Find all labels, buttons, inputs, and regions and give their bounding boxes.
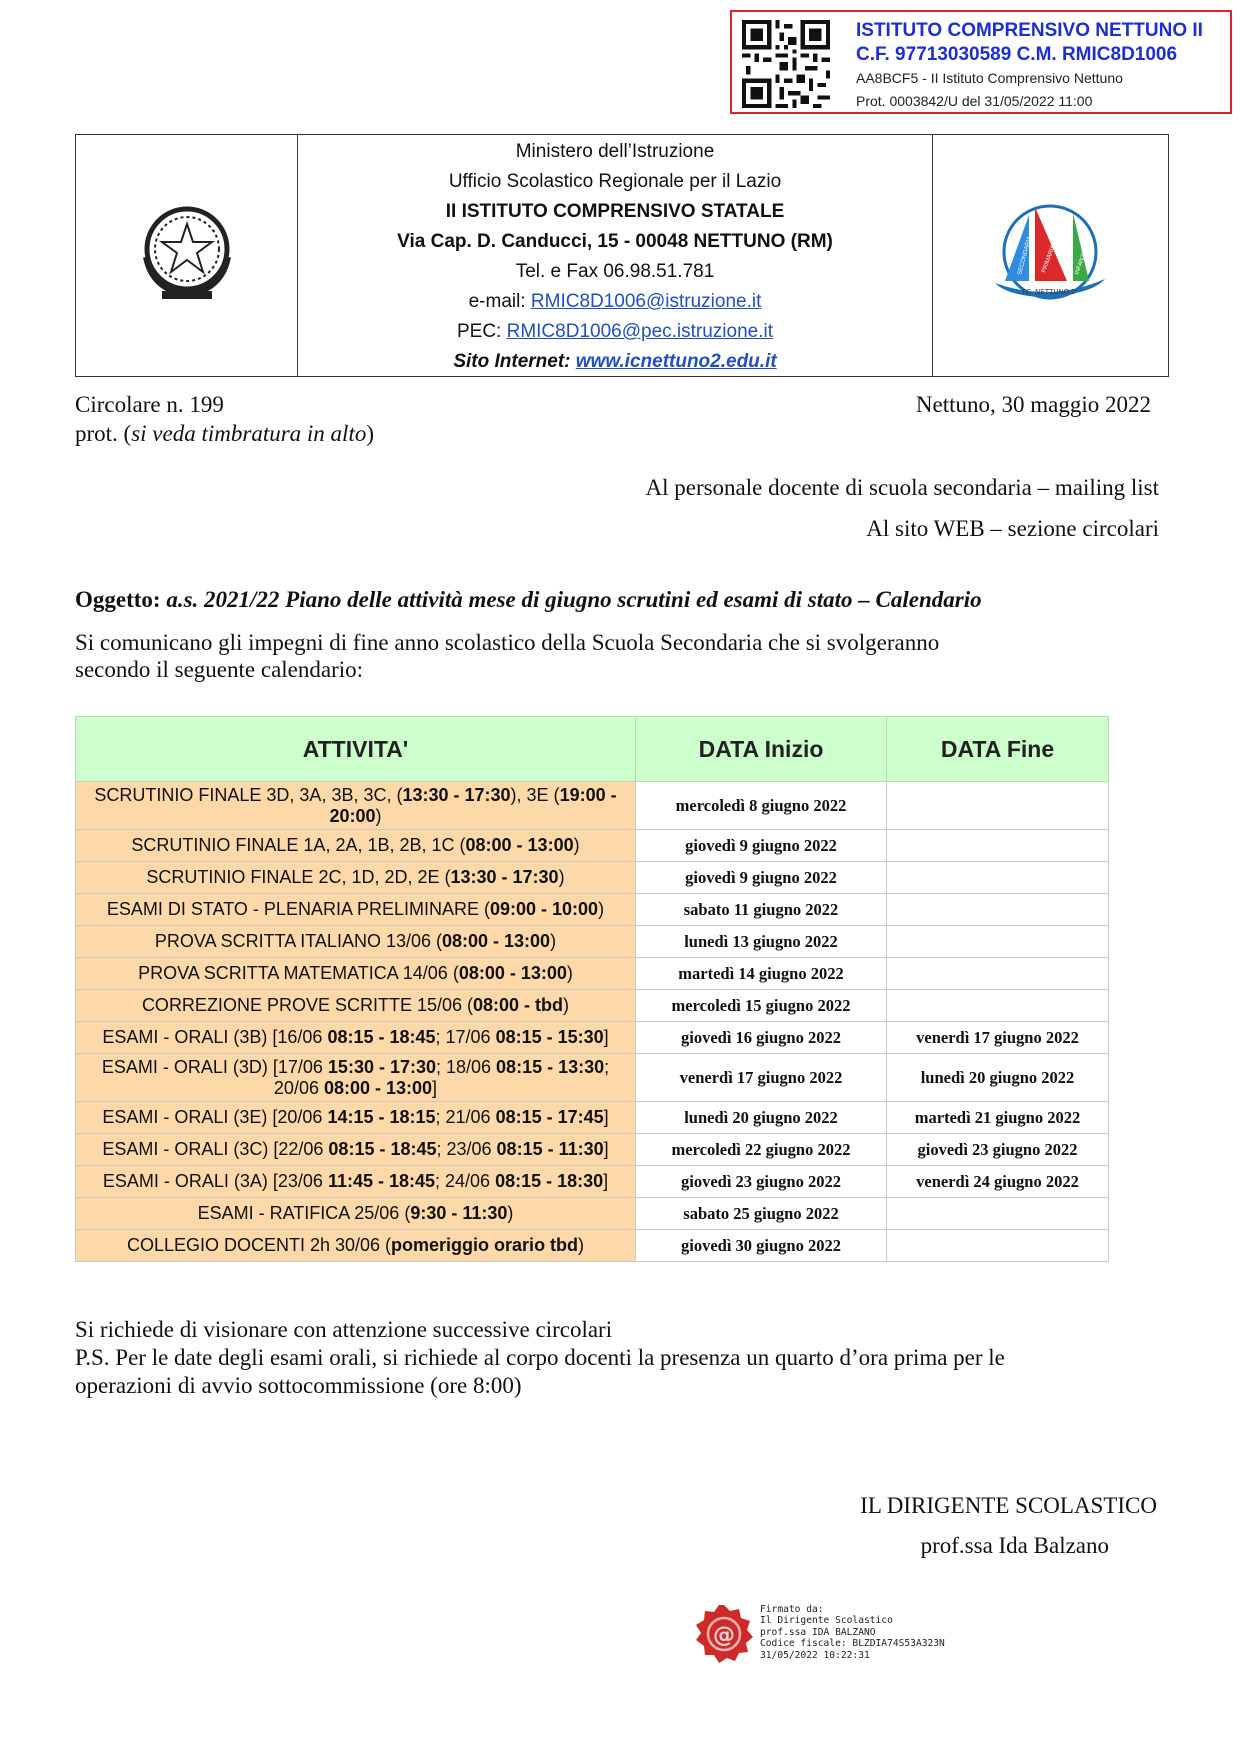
logo-word-primaria: PRIMARIA	[1041, 244, 1057, 274]
end-date-cell: giovedì 23 giugno 2022	[887, 1134, 1109, 1166]
digital-signature-info	[760, 1604, 945, 1661]
table-row	[76, 958, 1109, 990]
start-date-cell: mercoledì 15 giugno 2022	[636, 990, 887, 1022]
activity-text: )	[578, 1235, 585, 1255]
italian-republic-emblem-icon	[132, 197, 242, 307]
end-date-cell	[887, 958, 1109, 990]
activity-text: )	[566, 963, 573, 983]
stamp-institute: ISTITUTO COMPRENSIVO NETTUNO II	[856, 20, 1203, 41]
table-row	[76, 990, 1109, 1022]
activity-text: ; 20/06	[273, 1056, 610, 1098]
email-line	[297, 291, 933, 313]
activity-cell	[76, 1166, 636, 1198]
protocol-note-end: )	[366, 421, 375, 446]
protocol-note-italic: si veda timbratura in alto	[131, 421, 367, 446]
start-date-cell: venerdì 17 giugno 2022	[636, 1054, 887, 1102]
emblem-cell	[76, 135, 298, 376]
school-name: II ISTITUTO COMPRENSIVO STATALE	[445, 201, 785, 222]
school-info	[297, 135, 933, 376]
end-date-cell	[887, 830, 1109, 862]
end-date-cell	[887, 1198, 1109, 1230]
activity-cell	[76, 1198, 636, 1230]
activity-time: 14:15 - 18:15	[327, 1107, 436, 1127]
activity-text: PROVA SCRITTA MATEMATICA 14/06 (	[138, 963, 459, 983]
letterhead	[75, 134, 1169, 377]
school-address: Via Cap. D. Canducci, 15 - 00048 NETTUNO (RM)	[397, 231, 833, 252]
website-link[interactable]: www.icnettuno2.edu.it	[575, 351, 777, 372]
school-logo-icon	[985, 197, 1115, 307]
activity-text: )	[563, 995, 570, 1015]
activity-text: ; 23/06	[436, 1139, 497, 1159]
activity-text: SCRUTINIO FINALE 3D, 3A, 3B, 3C, (	[94, 784, 403, 805]
activity-cell	[76, 1022, 636, 1054]
table-row	[76, 926, 1109, 958]
activity-time: 9:30 - 11:30	[410, 1203, 508, 1223]
stamp-aoo: AA8BCF5 - II Istituto Comprensivo Nettuno	[856, 70, 1123, 86]
activity-text: ]	[603, 1171, 609, 1191]
table-row	[76, 862, 1109, 894]
closing-line-1: Si richiede di visionare con attenzione successive circolari	[75, 1317, 613, 1342]
table-row	[76, 782, 1109, 830]
school-phone: Tel. e Fax 06.98.51.781	[515, 261, 715, 282]
protocol-stamp	[730, 10, 1232, 114]
activity-text: )	[558, 867, 565, 887]
activity-time: 09:00 - 10:00	[490, 899, 599, 919]
activity-text: ESAMI - ORALI (3C) [22/06	[102, 1139, 329, 1159]
activity-time: 08:00 - 13:00	[442, 931, 551, 951]
activity-text: )	[507, 1203, 514, 1223]
activity-text: CORREZIONE PROVE SCRITTE 15/06 (	[141, 995, 474, 1015]
start-date-cell: mercoledì 22 giugno 2022	[636, 1134, 887, 1166]
qr-code-icon	[742, 20, 830, 108]
intro-line-2: secondo il seguente calendario:	[75, 657, 364, 682]
regional-office: Ufficio Scolastico Regionale per il Lazio	[448, 171, 782, 192]
table-header-row	[76, 717, 1109, 782]
activity-time: 08:00 - 13:00	[465, 835, 574, 855]
activity-text: )	[550, 931, 557, 951]
activity-text: )	[598, 899, 605, 919]
table-row	[76, 1230, 1109, 1262]
stamp-codes: C.F. 97713030589 C.M. RMIC8D1006	[856, 44, 1178, 65]
email-link[interactable]: RMIC8D1006@istruzione.it	[530, 291, 762, 312]
ministry-name: Ministero dell’Istruzione	[515, 141, 715, 162]
signature-name: prof.ssa Ida Balzano	[920, 1533, 1109, 1558]
table-row	[76, 1102, 1109, 1134]
activity-cell	[76, 990, 636, 1022]
activity-time: 08:15 - 18:30	[495, 1171, 604, 1191]
table-row	[76, 1198, 1109, 1230]
end-date-cell	[887, 782, 1109, 830]
activity-cell	[76, 1230, 636, 1262]
subject-text: a.s. 2021/22 Piano delle attività mese di giugno scrutini ed esami di stato – Calendario	[166, 587, 982, 612]
table-row	[76, 830, 1109, 862]
activity-time: 08:15 - 18:45	[328, 1139, 437, 1159]
subject-line	[75, 587, 982, 613]
pec-link[interactable]: RMIC8D1006@pec.istruzione.it	[506, 321, 774, 342]
digital-signature-seal-icon	[693, 1603, 755, 1665]
activity-cell	[76, 1054, 636, 1102]
table-row	[76, 1166, 1109, 1198]
start-date-cell: martedì 14 giugno 2022	[636, 958, 887, 990]
end-date-cell: martedì 21 giugno 2022	[887, 1102, 1109, 1134]
subject-label: Oggetto:	[75, 587, 161, 612]
end-date-cell	[887, 1230, 1109, 1262]
start-date-cell: mercoledì 8 giugno 2022	[636, 782, 887, 830]
activity-time: 08:00 - 13:00	[323, 1077, 433, 1098]
activity-text: ESAMI - ORALI (3A) [23/06	[102, 1171, 328, 1191]
activity-time: 08:15 - 15:30	[495, 1027, 604, 1047]
activity-text: ]	[432, 1077, 438, 1098]
activity-text: PROVA SCRITTA ITALIANO 13/06 (	[154, 931, 442, 951]
sign-info-line: 31/05/2022 10:22:31	[760, 1649, 870, 1661]
activity-text: ]	[603, 1107, 609, 1127]
activity-cell	[76, 830, 636, 862]
activity-cell	[76, 926, 636, 958]
stamp-protocol-number: Prot. 0003842/U del 31/05/2022 11:00	[856, 93, 1093, 109]
logo-word-infanzia: INFANZIA	[1074, 248, 1090, 276]
activity-text: ; 24/06	[435, 1171, 496, 1191]
activity-cell	[76, 1102, 636, 1134]
activity-time: 08:15 - 18:45	[327, 1027, 436, 1047]
logo-caption: I.C. NETTUNO 2°	[1022, 289, 1078, 296]
protocol-note	[75, 421, 374, 447]
activity-time: 11:45 - 18:45	[327, 1171, 436, 1191]
table-row	[76, 1054, 1109, 1102]
start-date-cell: sabato 25 giugno 2022	[636, 1198, 887, 1230]
start-date-cell: giovedì 9 giugno 2022	[636, 830, 887, 862]
pec-label: PEC:	[456, 321, 507, 342]
activity-cell	[76, 1134, 636, 1166]
activity-text: SCRUTINIO FINALE 2C, 1D, 2D, 2E (	[146, 867, 451, 887]
start-date-cell: sabato 11 giugno 2022	[636, 894, 887, 926]
activity-text: ; 18/06	[436, 1056, 497, 1077]
end-date-cell: venerdì 24 giugno 2022	[887, 1166, 1109, 1198]
start-date-cell: giovedì 16 giugno 2022	[636, 1022, 887, 1054]
intro-line-1: Si comunicano gli impegni di fine anno scolastico della Scuola Secondaria che si svolgeranno	[75, 630, 940, 655]
activity-cell	[76, 862, 636, 894]
activity-text: ), 3E (	[510, 784, 560, 805]
school-logo-cell	[932, 135, 1168, 376]
activity-text: ESAMI - RATIFICA 25/06 (	[197, 1203, 411, 1223]
activity-text: SCRUTINIO FINALE 1A, 2A, 1B, 2B, 1C (	[131, 835, 466, 855]
schedule-table	[75, 716, 1109, 1262]
end-date-cell: lunedì 20 giugno 2022	[887, 1054, 1109, 1102]
letter-date: Nettuno, 30 maggio 2022	[915, 392, 1151, 417]
activity-cell	[76, 782, 636, 830]
table-row	[76, 1022, 1109, 1054]
activity-text: ESAMI - ORALI (3E) [20/06	[102, 1107, 328, 1127]
end-date-cell: venerdì 17 giugno 2022	[887, 1022, 1109, 1054]
activity-text: ]	[603, 1139, 609, 1159]
sign-info-line: Il Dirigente Scolastico	[760, 1615, 893, 1627]
end-date-cell	[887, 862, 1109, 894]
activity-text: ESAMI - ORALI (3B) [16/06	[102, 1027, 328, 1047]
activity-time: 08:00 - tbd	[473, 995, 564, 1015]
activity-text: ; 21/06	[435, 1107, 496, 1127]
website-label: Sito Internet:	[453, 351, 576, 372]
activity-text: ]	[603, 1027, 609, 1047]
end-date-cell	[887, 990, 1109, 1022]
schedule-body	[76, 782, 1109, 1262]
activity-cell	[76, 958, 636, 990]
signature-title: IL DIRIGENTE SCOLASTICO	[860, 1493, 1157, 1518]
sign-info-line: Codice fiscale: BLZDIA74S53A323N	[760, 1638, 945, 1650]
activity-time: 08:15 - 13:30	[496, 1056, 605, 1077]
pec-line	[297, 321, 933, 343]
activity-time: pomeriggio orario tbd	[391, 1235, 579, 1255]
start-date-cell: giovedì 23 giugno 2022	[636, 1166, 887, 1198]
closing-line-2: P.S. Per le date degli esami orali, si richiede al corpo docenti la presenza un quarto d’ora prima per le	[75, 1345, 1005, 1370]
activity-text: )	[573, 835, 580, 855]
table-row	[76, 894, 1109, 926]
website-line	[297, 351, 933, 373]
activity-text: ESAMI - ORALI (3D) [17/06	[101, 1056, 328, 1077]
activity-text: ; 17/06	[435, 1027, 496, 1047]
svg-text:@: @	[713, 1623, 735, 1648]
activity-time: 15:30 - 17:30	[327, 1056, 436, 1077]
start-date-cell: lunedì 20 giugno 2022	[636, 1102, 887, 1134]
start-date-cell: lunedì 13 giugno 2022	[636, 926, 887, 958]
protocol-note-label: prot. (	[75, 421, 132, 446]
header-start-date: DATA Inizio	[636, 717, 887, 782]
circular-number: Circolare n. 199	[75, 392, 224, 417]
recipient-website: Al sito WEB – sezione circolari	[866, 516, 1159, 541]
end-date-cell	[887, 894, 1109, 926]
sign-info-line: Firmato da:	[760, 1604, 824, 1615]
activity-text: )	[375, 805, 382, 826]
activity-time: 08:00 - 13:00	[458, 963, 567, 983]
recipient-teachers: Al personale docente di scuola secondaria – mailing list	[645, 475, 1159, 500]
table-row	[76, 1134, 1109, 1166]
sign-info-line: prof.ssa IDA BALZANO	[760, 1626, 876, 1638]
activity-time: 08:15 - 11:30	[496, 1139, 604, 1159]
end-date-cell	[887, 926, 1109, 958]
activity-time: 13:30 - 17:30	[450, 867, 559, 887]
start-date-cell: giovedì 9 giugno 2022	[636, 862, 887, 894]
closing-line-3: operazioni di avvio sottocommissione (ore 8:00)	[75, 1373, 522, 1398]
header-activity: ATTIVITA'	[76, 717, 636, 782]
email-label: e-mail:	[468, 291, 531, 312]
activity-cell	[76, 894, 636, 926]
activity-time: 19:00 - 20:00	[329, 784, 617, 826]
logo-word-secondaria: SECONDARIA	[1017, 235, 1034, 276]
activity-text: COLLEGIO DOCENTI 2h 30/06 (	[126, 1235, 392, 1255]
activity-time: 08:15 - 17:45	[495, 1107, 604, 1127]
header-end-date: DATA Fine	[887, 717, 1109, 782]
start-date-cell: giovedì 30 giugno 2022	[636, 1230, 887, 1262]
activity-time: 13:30 - 17:30	[402, 784, 511, 805]
activity-text: ESAMI DI STATO - PLENARIA PRELIMINARE (	[106, 899, 490, 919]
